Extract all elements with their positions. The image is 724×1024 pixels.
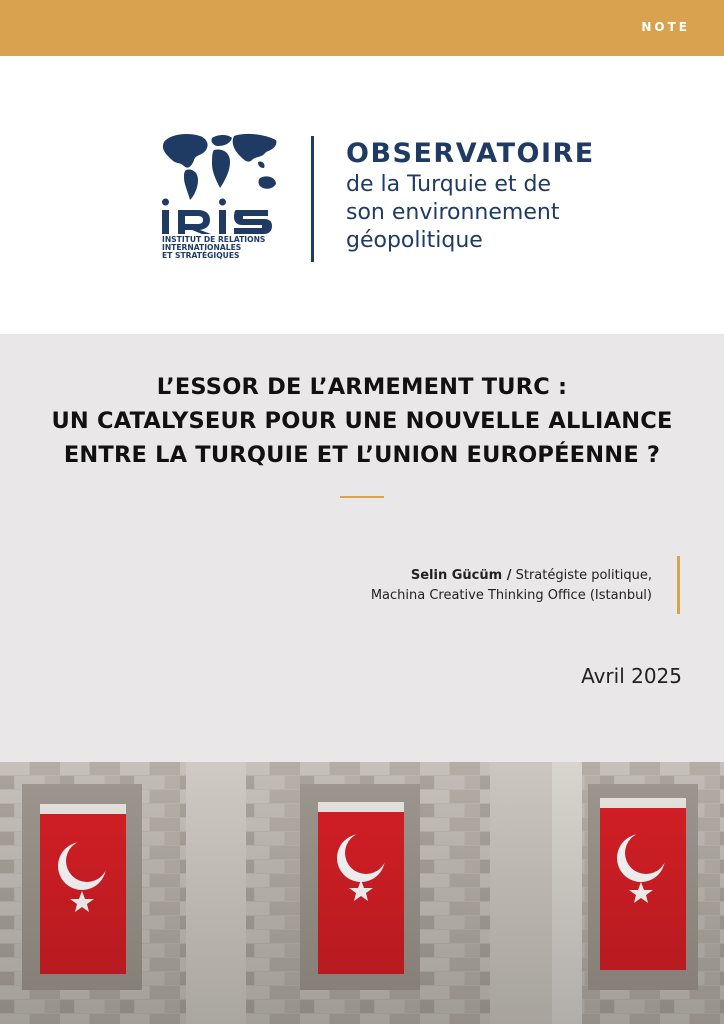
institute-line-2: INTERNATIONALES — [162, 243, 242, 252]
author-accent-bar — [677, 556, 680, 614]
title-accent-rule — [340, 496, 384, 498]
author-role: Stratégiste politique, — [515, 568, 652, 583]
note-label: NOTE — [641, 20, 690, 34]
institute-line-1: INSTITUT DE RELATIONS — [162, 235, 266, 244]
title-line: L’ESSOR DE L’ARMEMENT TURC : — [156, 374, 568, 400]
observatory-subtitle-line: géopolitique — [346, 228, 483, 253]
publication-date: Avril 2025 — [581, 664, 682, 688]
author-affiliation: Machina Creative Thinking Office (Istanbul) — [370, 588, 652, 603]
logo-area — [0, 56, 724, 334]
iris-acronym — [162, 199, 272, 235]
title-section — [0, 334, 724, 762]
iris-logo — [158, 130, 284, 260]
cover-photo — [0, 762, 724, 1024]
title-line: UN CATALYSEUR POUR UNE NOUVELLE ALLIANCE — [51, 408, 673, 434]
institute-line-3: ET STRATÉGIQUES — [162, 251, 240, 260]
observatory-subtitle-line: de la Turquie et de — [346, 172, 551, 197]
top-header-bar — [0, 0, 724, 56]
author-block — [371, 566, 652, 606]
observatory-subtitle — [346, 171, 559, 255]
document-title — [0, 370, 724, 472]
author-name: Selin Gücüm / — [410, 568, 512, 583]
title-line: ENTRE LA TURQUIE ET L’UNION EUROPÉENNE ? — [63, 442, 661, 468]
observatory-subtitle-line: son environnement — [346, 200, 560, 225]
observatory-title: OBSERVATOIRE — [346, 138, 595, 169]
world-map-icon — [163, 134, 276, 200]
logo-divider — [311, 136, 314, 262]
